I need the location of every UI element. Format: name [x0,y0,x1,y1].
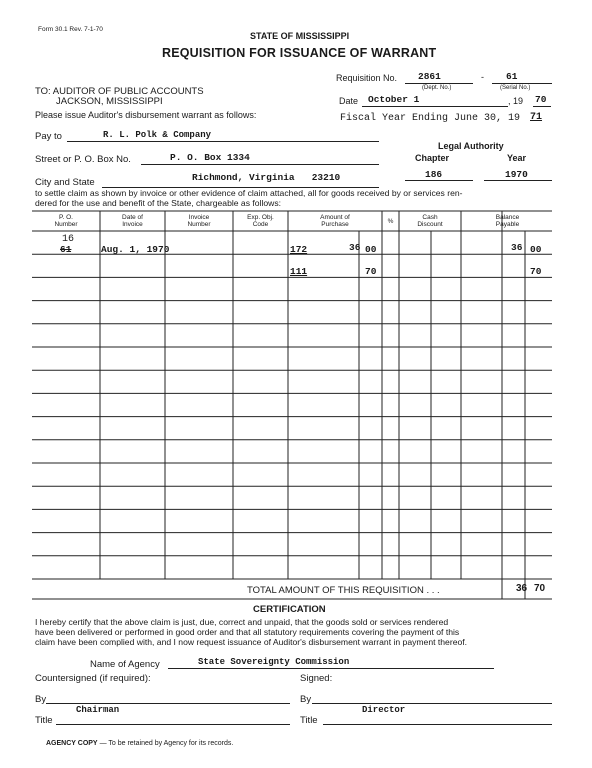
footer-rest: — To be retained by Agency for its records. [99,740,234,747]
row2-exp-obj-code: 111 [290,266,308,277]
row1-amount-cents: 00 [365,244,377,255]
date-line [362,106,508,107]
pay-to-value: R. L. Polk & Company [103,130,212,140]
certification-line-3: claim have been complied with, and I now request issuance of Auditor's disbursement warrant in payment thereof. [35,637,468,647]
street-value: P. O. Box 1334 [170,152,250,163]
fiscal-year-label: Fiscal Year Ending June 30, 19 [340,113,521,124]
row1-balance-dollars: 36 [511,242,523,253]
page-title: REQUISITION FOR ISSUANCE OF WARRANT [162,46,437,60]
requisition-label: Requisition No. [336,73,398,83]
settle-text-1: to settle claim as shown by invoice or other evidence of claim attached, all for goods received by or services ren- [35,188,463,198]
dept-no-value: 2861 [418,71,441,82]
row1-exp-obj-code: 172 [290,244,308,255]
year-label: Year [507,153,527,163]
title-line-left [56,724,290,725]
claims-table [32,211,552,599]
row2-amount-cents: 70 [365,266,377,277]
legal-authority-title: Legal Authority [438,141,504,151]
chapter-label: Chapter [415,153,450,163]
row1-po-number: 61 [60,244,72,255]
row2-balance-cents: 70 [530,266,542,277]
dept-no-line [405,83,473,84]
header-cash-discount: Cash Discount [417,214,443,228]
please-issue-text: Please issue Auditor's disbursement warrant as follows: [35,110,257,120]
year-line [484,180,552,181]
street-line [141,164,379,165]
by-label-left: By [35,694,47,705]
footer-bold: AGENCY COPY [46,740,98,747]
date-value: October 1 [368,94,420,105]
agency-line [168,668,494,669]
header-date-of-invoice: Date of Invoice [122,214,143,228]
header-amount-of-purchase: Amount of Purchase [320,214,350,228]
form-id: Form 30.1 Rev. 7-1-70 [38,26,103,33]
total-dollars: 36 [516,583,528,594]
fiscal-year-value: 71 [530,112,543,123]
pay-to-line [67,141,379,142]
title-label-right: Title [300,715,318,726]
certification-title: CERTIFICATION [253,604,326,615]
chapter-value: 186 [425,169,443,180]
title-label-left: Title [35,715,53,726]
chapter-line [405,180,473,181]
left-title-value: Chairman [76,705,120,715]
signed-label: Signed: [300,673,333,684]
title-line-right [323,724,552,725]
certification-line-2: have been delivered or performed in good order and that all statutory requirements covering the payment of this [35,627,460,637]
header-balance-payable: Balance Payable [495,214,520,228]
header-po-number: P. O. Number [54,214,78,228]
serial-no-caption: (Serial No.) [500,85,531,91]
header-exp-obj-code: Exp. Obj. Code [247,214,274,228]
by-line-left [46,703,290,704]
header-percent: % [387,218,394,225]
street-label: Street or P. O. Box No. [35,154,131,165]
row1-amount-dollars: 36 [349,242,361,253]
total-label: TOTAL AMOUNT OF THIS REQUISITION . . . [247,585,440,596]
right-title-value: Director [362,705,406,715]
settle-text-2: dered for the use and benefit of the State, chargeable as follows: [35,198,282,208]
date-year-line [533,106,551,107]
row1-date-of-invoice: Aug. 1, 1970 [101,244,170,255]
row1-balance-cents: 00 [530,244,542,255]
requisition-dash: - [481,72,484,82]
legal-year-value: 1970 [505,169,528,180]
by-line-right [312,703,552,704]
date-label: Date [339,96,359,106]
footer-agency-copy [46,740,233,747]
agency-label: Name of Agency [90,659,160,670]
date-year-prefix: , 19 [508,96,524,106]
by-label-right: By [300,694,312,705]
pay-to-label: Pay to [35,131,62,142]
date-year-value: 70 [535,94,547,105]
countersigned-label: Countersigned (if required): [35,673,151,684]
header-invoice-number: Invoice Number [187,214,211,228]
serial-no-line [492,83,552,84]
city-value: Richmond, Virginia 23210 [192,172,341,183]
to-line-2: JACKSON, MISSISSIPPI [56,96,163,107]
city-label: City and State [35,177,95,188]
dept-no-caption: (Dept. No.) [422,85,452,91]
state-title: STATE OF MISSISSIPPI [250,31,350,41]
certification-line-1: I hereby certify that the above claim is just, due, correct and unpaid, that the goods sold or services rendered [35,617,449,627]
agency-value: State Sovereignty Commission [198,657,350,667]
to-line-1: TO: AUDITOR OF PUBLIC ACCOUNTS [35,86,204,97]
row1-po-top: 16 [62,234,75,245]
total-cents: 70 [534,583,546,594]
serial-no-value: 61 [506,71,518,82]
